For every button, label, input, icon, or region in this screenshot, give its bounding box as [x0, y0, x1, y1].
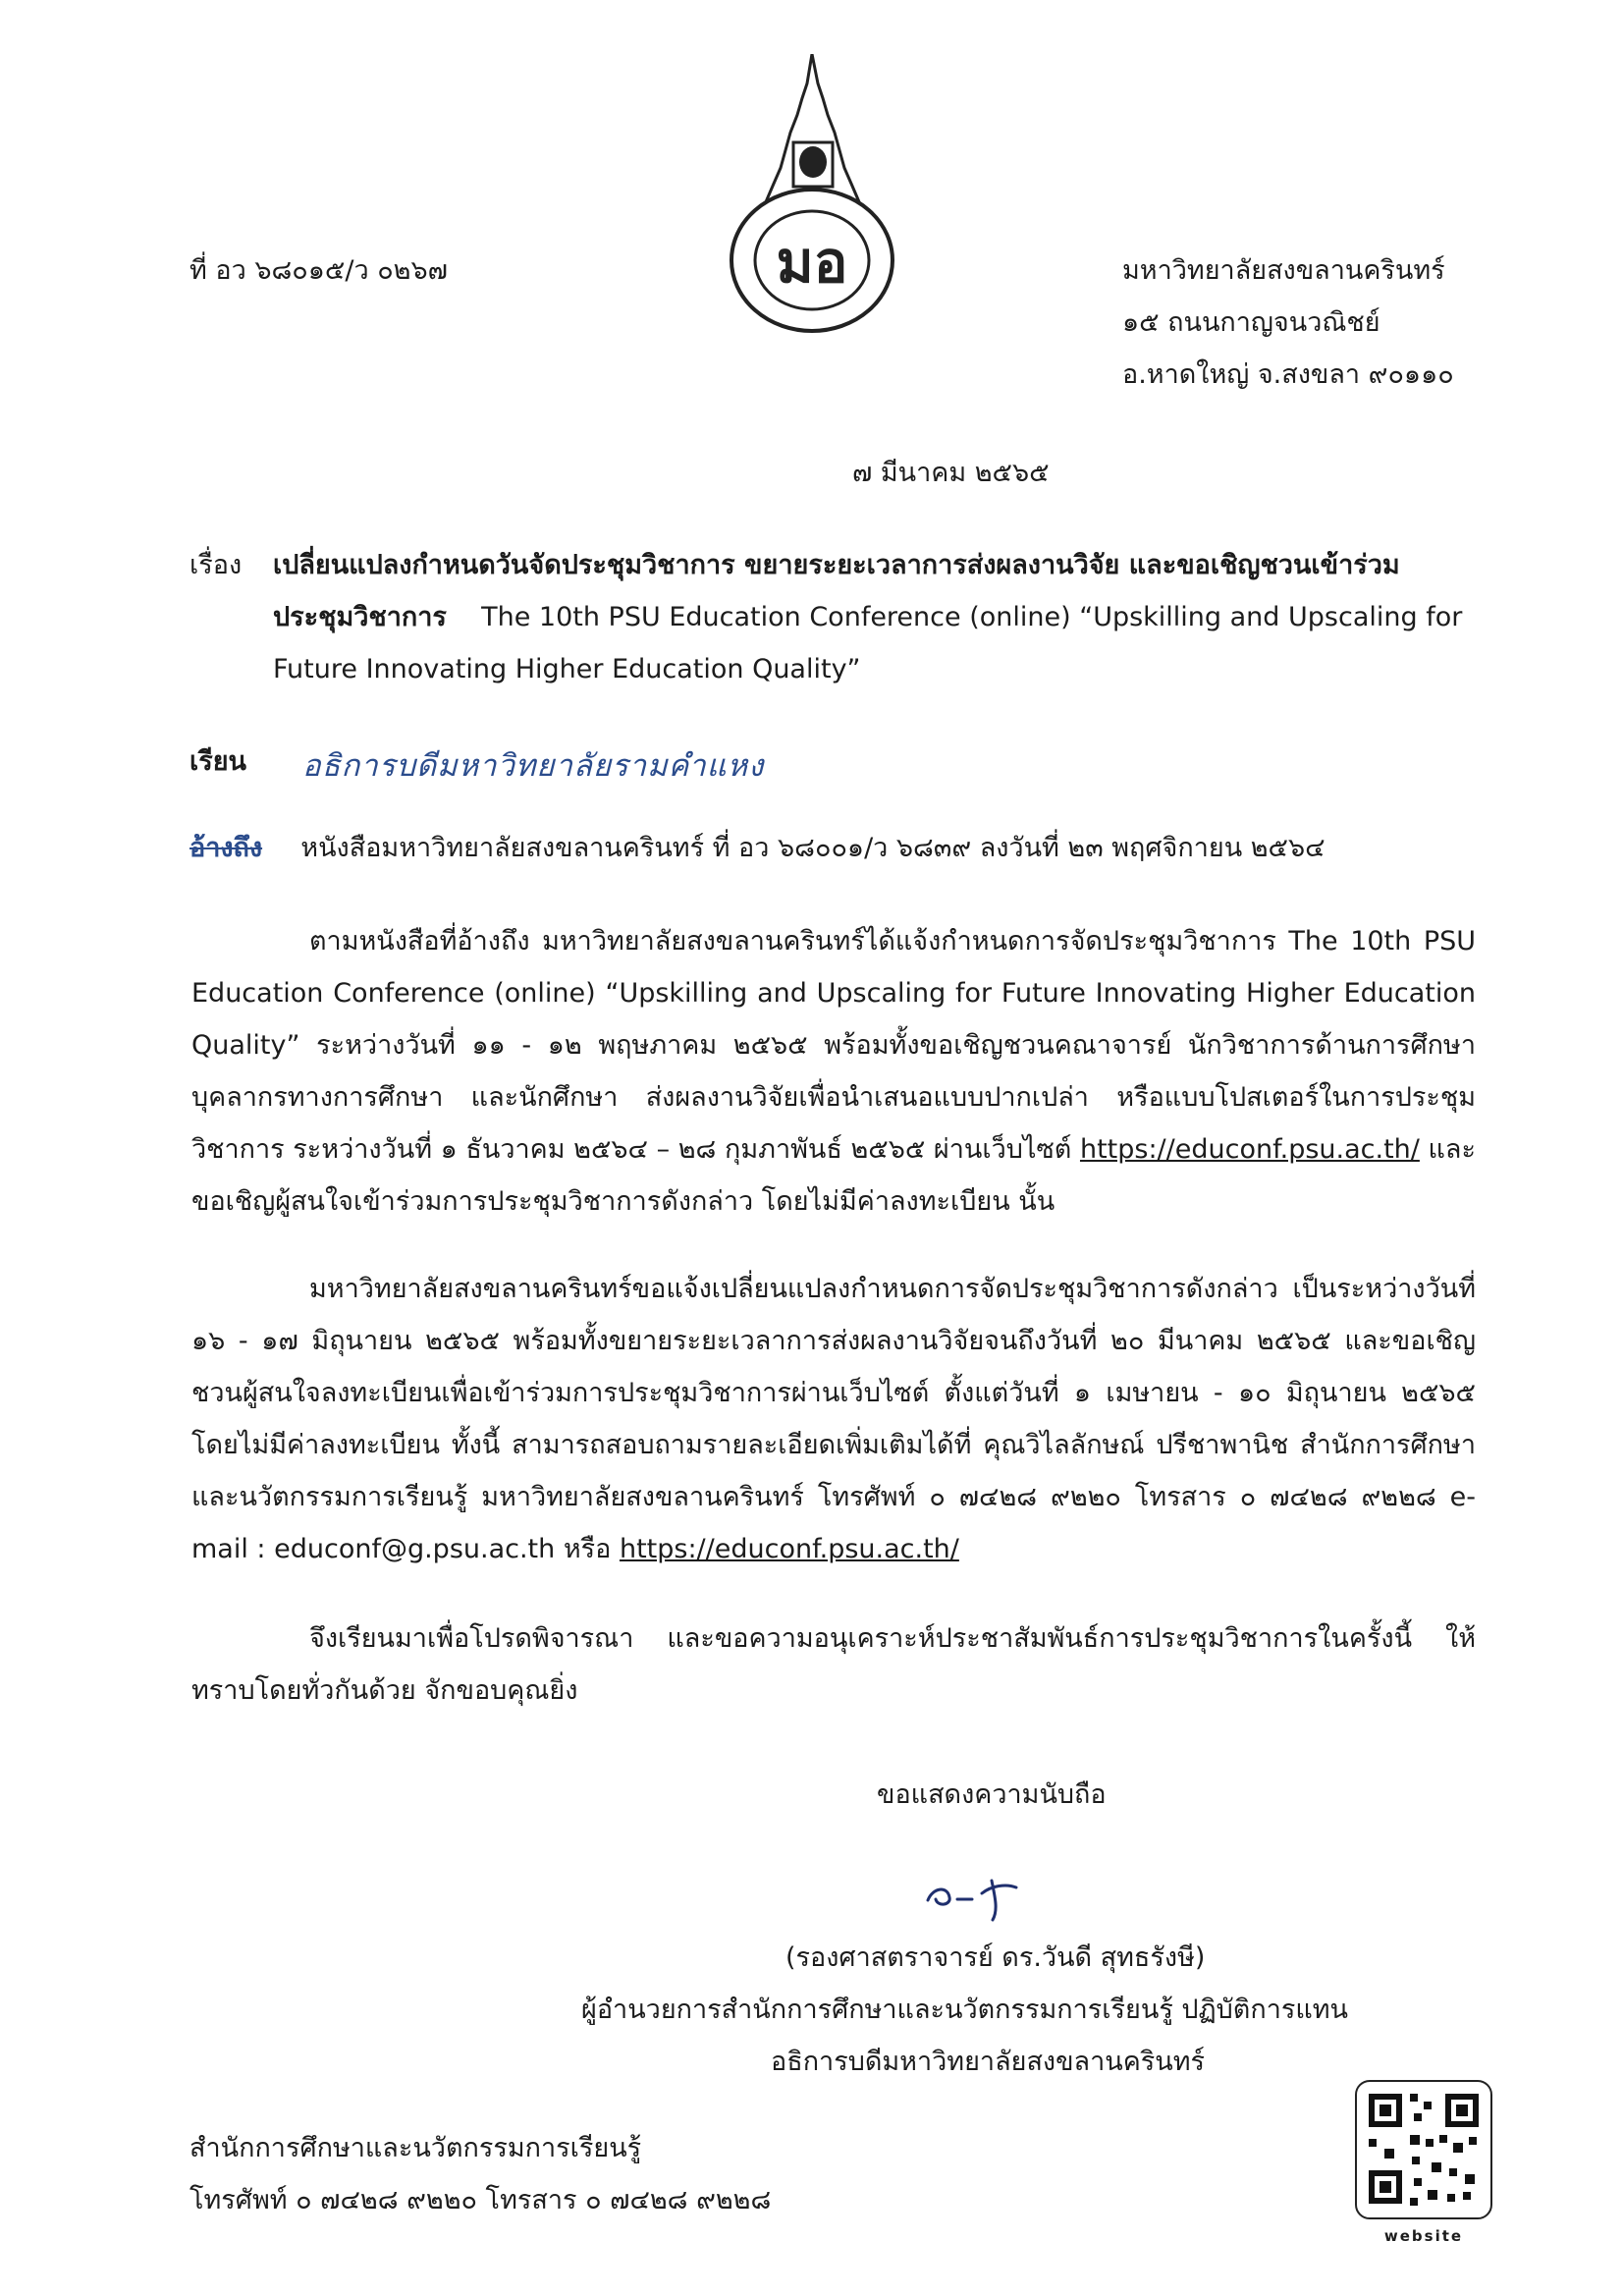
paragraph-1-tail: และขอเชิญผู้สนใจเข้าร่วมการประชุมวิชาการดังกล่าว โดยไม่มีค่าลงทะเบียน นั้น: [191, 1134, 1476, 1217]
reference-value: หนังสือมหาวิทยาลัยสงขลานครินทร์ ที่ อว ๖๘๐๐๑/ว ๖๘๓๙ ลงวันที่ ๒๓ พฤศจิกายน ๒๕๖๔: [300, 833, 1325, 863]
paragraph-1-link[interactable]: https://educonf.psu.ac.th/: [1079, 1134, 1420, 1165]
signer-name: (รองศาสตราจารย์ ดร.วันดี สุทธรังษี): [785, 1942, 1206, 1973]
footer-contact: โทรศัพท์ ๐ ๗๔๒๘ ๙๒๒๐ โทรสาร ๐ ๗๔๒๘ ๙๒๒๘: [189, 2185, 772, 2215]
paragraph-1-text: ตามหนังสือที่อ้างถึง มหาวิทยาลัยสงขลานครินทร์ได้แจ้งกำหนดการจัดประชุมวิชาการ The 10th PSU Education Conference (online) “Upskilling and Upscaling for Future Innovating Higher Education Quality” ระหว่างวันที่ ๑๑ - ๑๒ พฤษภาคม ๒๕๖๕ พร้อมทั้งขอเชิญชวนคณาจารย์ นักวิชาการด้านการศึกษา บุคลากรทางการศึกษา และนักศึกษา ส่งผลงานวิจัยเพื่อนำเสนอแบบปากเปล่า หรือแบบโปสเตอร์ในการประชุมวิชาการ ระหว่างวันที่ ๑ ธันวาคม ๒๕๖๔ – ๒๘ กุมภาพันธ์ ๒๕๖๕ ผ่านเว็บไซต์: [191, 926, 1476, 1165]
closing: ขอแสดงความนับถือ: [877, 1779, 1107, 1810]
qr-code[interactable]: [1355, 2080, 1492, 2219]
paragraph-2: [191, 1263, 1476, 1575]
address-line-3: อ.หาดใหญ่ จ.สงขลา ๙๐๑๑๐: [1122, 359, 1454, 390]
subject-line-2: [273, 602, 1462, 633]
subject-line-2-thai: ประชุมวิชาการ: [273, 602, 447, 632]
signer-title-2: อธิการบดีมหาวิทยาลัยสงขลานครินทร์: [771, 2047, 1206, 2077]
to-recipient-handwritten: อธิการบดีมหาวิทยาลัยรามคำแหง: [302, 748, 765, 784]
qr-label: website: [1383, 2227, 1464, 2245]
signer-title-1: ผู้อำนวยการสำนักการศึกษาและนวัตกรรมการเรียนรู้ ปฏิบัติการแทน: [581, 1995, 1349, 2025]
letter-date: ๗ มีนาคม ๒๕๖๕: [852, 458, 1050, 488]
subject-line-1: เปลี่ยนแปลงกำหนดวันจัดประชุมวิชาการ ขยายระยะเวลาการส่งผลงานวิจัย และขอเชิญชวนเข้าร่วม: [273, 550, 1400, 580]
subject-label: เรื่อง: [189, 550, 243, 580]
to-label: เรียน: [189, 746, 247, 777]
reference-number: ที่ อว ๖๘๐๑๕/ว ๐๒๖๗: [189, 255, 448, 286]
reference-label: อ้างถึง: [189, 833, 263, 863]
address-line-2: ๑๕ ถนนกาญจนวณิชย์: [1122, 307, 1380, 338]
paragraph-1: [191, 915, 1476, 1228]
reference-line: [189, 833, 1325, 864]
address-line-1: มหาวิทยาลัยสงขลานครินทร์: [1122, 255, 1445, 286]
university-emblem-logo: [727, 54, 898, 334]
paragraph-2-link[interactable]: https://educonf.psu.ac.th/: [619, 1534, 959, 1564]
paragraph-2-text: มหาวิทยาลัยสงขลานครินทร์ขอแจ้งเปลี่ยนแปลงกำหนดการจัดประชุมวิชาการดังกล่าว เป็นระหว่างวันที่ ๑๖ - ๑๗ มิถุนายน ๒๕๖๕ พร้อมทั้งขยายระยะเวลาการส่งผลงานวิจัยจนถึงวันที่ ๒๐ มีนาคม ๒๕๖๕ และขอเชิญชวนผู้สนใจลงทะเบียนเพื่อเข้าร่วมการประชุมวิชาการผ่านเว็บไซต์ ตั้งแต่วันที่ ๑ เมษายน - ๑๐ มิถุนายน ๒๕๖๕ โดยไม่มีค่าลงทะเบียน ทั้งนี้ สามารถสอบถามรายละเอียดเพิ่มเติมได้ที่ คุณวิไลลักษณ์ ปรีชาพานิช สำนักการศึกษาและนวัตกรรมการเรียนรู้ มหาวิทยาลัยสงขลานครินทร์ โทรศัพท์ ๐ ๗๔๒๘ ๙๒๒๐ โทรสาร ๐ ๗๔๒๘ ๙๒๒๘ e-mail : educonf@g.psu.ac.th หรือ: [191, 1274, 1476, 1564]
signature-image: [918, 1866, 1036, 1925]
svg-text:มอ: มอ: [776, 229, 848, 296]
footer-office: สำนักการศึกษาและนวัตกรรมการเรียนรู้: [189, 2133, 642, 2163]
paragraph-3: [191, 1613, 1476, 1717]
subject-line-2-english: The 10th PSU Education Conference (online) “Upskilling and Upscaling for: [481, 602, 1463, 632]
subject-line-3: Future Innovating Higher Education Quality”: [273, 654, 861, 684]
paragraph-3-text: จึงเรียนมาเพื่อโปรดพิจารณา และขอความอนุเคราะห์ประชาสัมพันธ์การประชุมวิชาการในครั้งนี้ ให้ทราบโดยทั่วกันด้วย จักขอบคุณยิ่ง: [191, 1623, 1476, 1706]
